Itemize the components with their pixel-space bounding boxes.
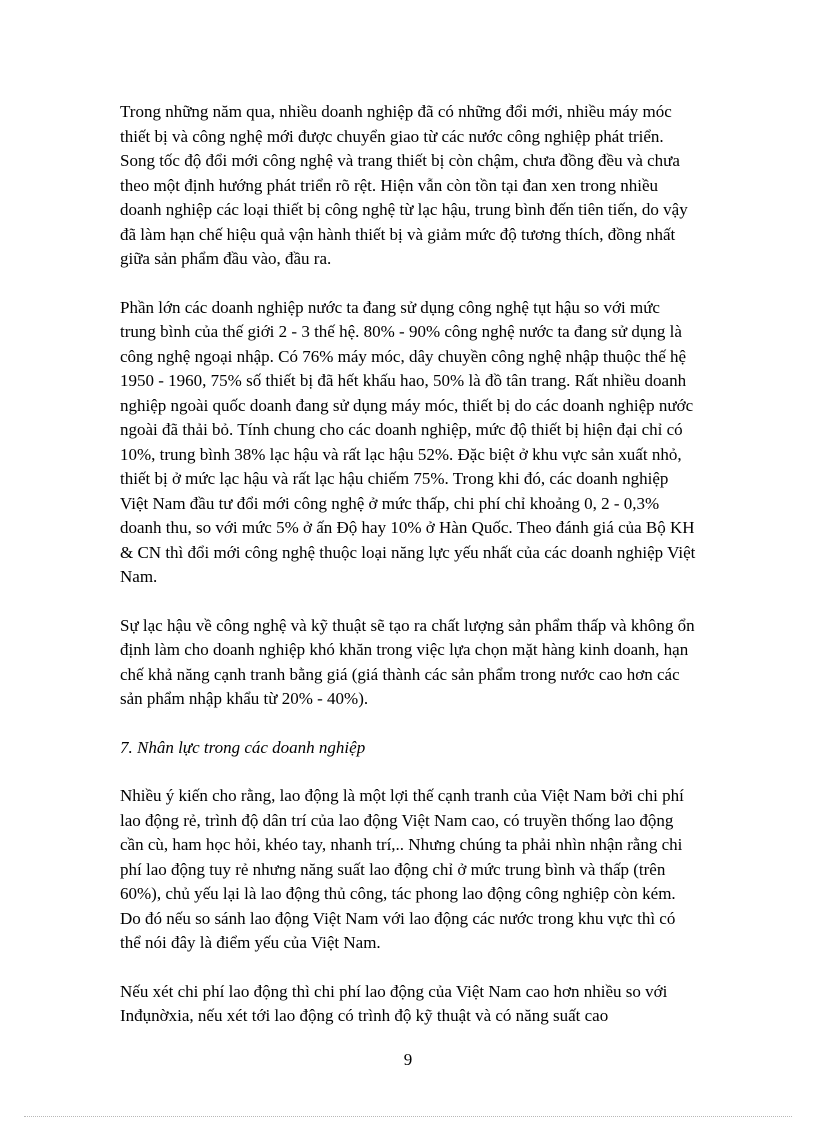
paragraph-product-quality: Sự lạc hậu về công nghệ và kỹ thuật sẽ tạo ra chất lượng sản phẩm thấp và không ổn định làm cho doanh nghiệp khó khăn trong việc lựa chọn mặt hàng kinh doanh, hạn chế khả năng cạnh tranh bằng giá (giá thành các sản phẩm trong nước cao hơn các sản phẩm nhập khẩu từ 20% - 40%).: [120, 615, 695, 708]
paragraph-technology-lag: Phần lớn các doanh nghiệp nước ta đang sử dụng công nghệ tụt hậu so với mức trung bình của thế giới 2 - 3 thế hệ. 80% - 90% công nghệ nước ta đang sử dụng là công nghệ ngoại nhập. Có 76% máy móc, dây chuyền công nghệ nhập thuộc thế hệ 1950 - 1960, 75% số thiết bị đã hết khấu hao, 50% là đồ tân trang. Rất nhiều doanh nghiệp ngoài quốc doanh đang sử dụng máy móc, thiết bị do các doanh nghiệp nước ngoài đã thải bỏ. Tính chung cho các doanh nghiệp, mức độ thiết bị hiện đại chỉ có 10%, trung bình 38% lạc hậu và rất lạc hậu 52%. Đặc biệt ở khu vực sản xuất nhỏ, thiết bị ở mức lạc hậu và rất lạc hậu chiếm 75%. Trong khi đó, các doanh nghiệp Việt Nam đầu tư đổi mới công nghệ ở mức thấp, chi phí chỉ khoảng 0, 2 - 0,3% doanh thu, so với mức 5% ở ấn Độ hay 10% ở Hàn Quốc. Theo đánh giá của Bộ KH & CN thì đổi mới công nghệ thuộc loại năng lực yếu nhất của các doanh nghiệp Việt Nam.: [120, 297, 696, 586]
page-content: [120, 100, 700, 1053]
paragraph-labor-advantage: Nhiều ý kiến cho rằng, lao động là một lợi thế cạnh tranh của Việt Nam bởi chi phí lao động rẻ, trình độ dân trí của lao động Việt Nam cao, có truyền thống lao động cần cù, ham học hỏi, khéo tay, nhanh trí,.. Nhưng chúng ta phải nhìn nhận rằng chi phí lao động tuy rẻ nhưng năng suất lao động chỉ ở mức trung bình và thấp (trên 60%), chủ yếu lại là lao động thủ công, tác phong lao động công nghiệp còn kém. Do đó nếu so sánh lao động Việt Nam với lao động các nước trong khu vực thì có thể nói đây là điểm yếu của Việt Nam.: [120, 786, 684, 952]
page-number: 9: [403, 1050, 413, 1069]
page-bottom-divider: [24, 1116, 792, 1117]
paragraph-labor-cost: Nếu xét chi phí lao động thì chi phí lao động của Việt Nam cao hơn nhiều so với Inđụnờxia, nếu xét tới lao động có trình độ kỹ thuật và có năng suất cao: [120, 981, 668, 1025]
paragraph-technology-renewal: Trong những năm qua, nhiều doanh nghiệp đã có những đổi mới, nhiều máy móc thiết bị và công nghệ mới được chuyển giao từ các nước công nghiệp phát triển. Song tốc độ đổi mới công nghệ và trang thiết bị còn chậm, chưa đồng đều và chưa theo một định hướng phát triển rõ rệt. Hiện vẫn còn tồn tại đan xen trong nhiều doanh nghiệp các loại thiết bị công nghệ từ lạc hậu, trung bình đến tiên tiến, do vậy đã làm hạn chế hiệu quả vận hành thiết bị và giảm mức độ tương thích, đồng nhất giữa sản phẩm đầu vào, đầu ra.: [120, 102, 688, 268]
section-heading: 7. Nhân lực trong các doanh nghiệp: [120, 737, 366, 757]
